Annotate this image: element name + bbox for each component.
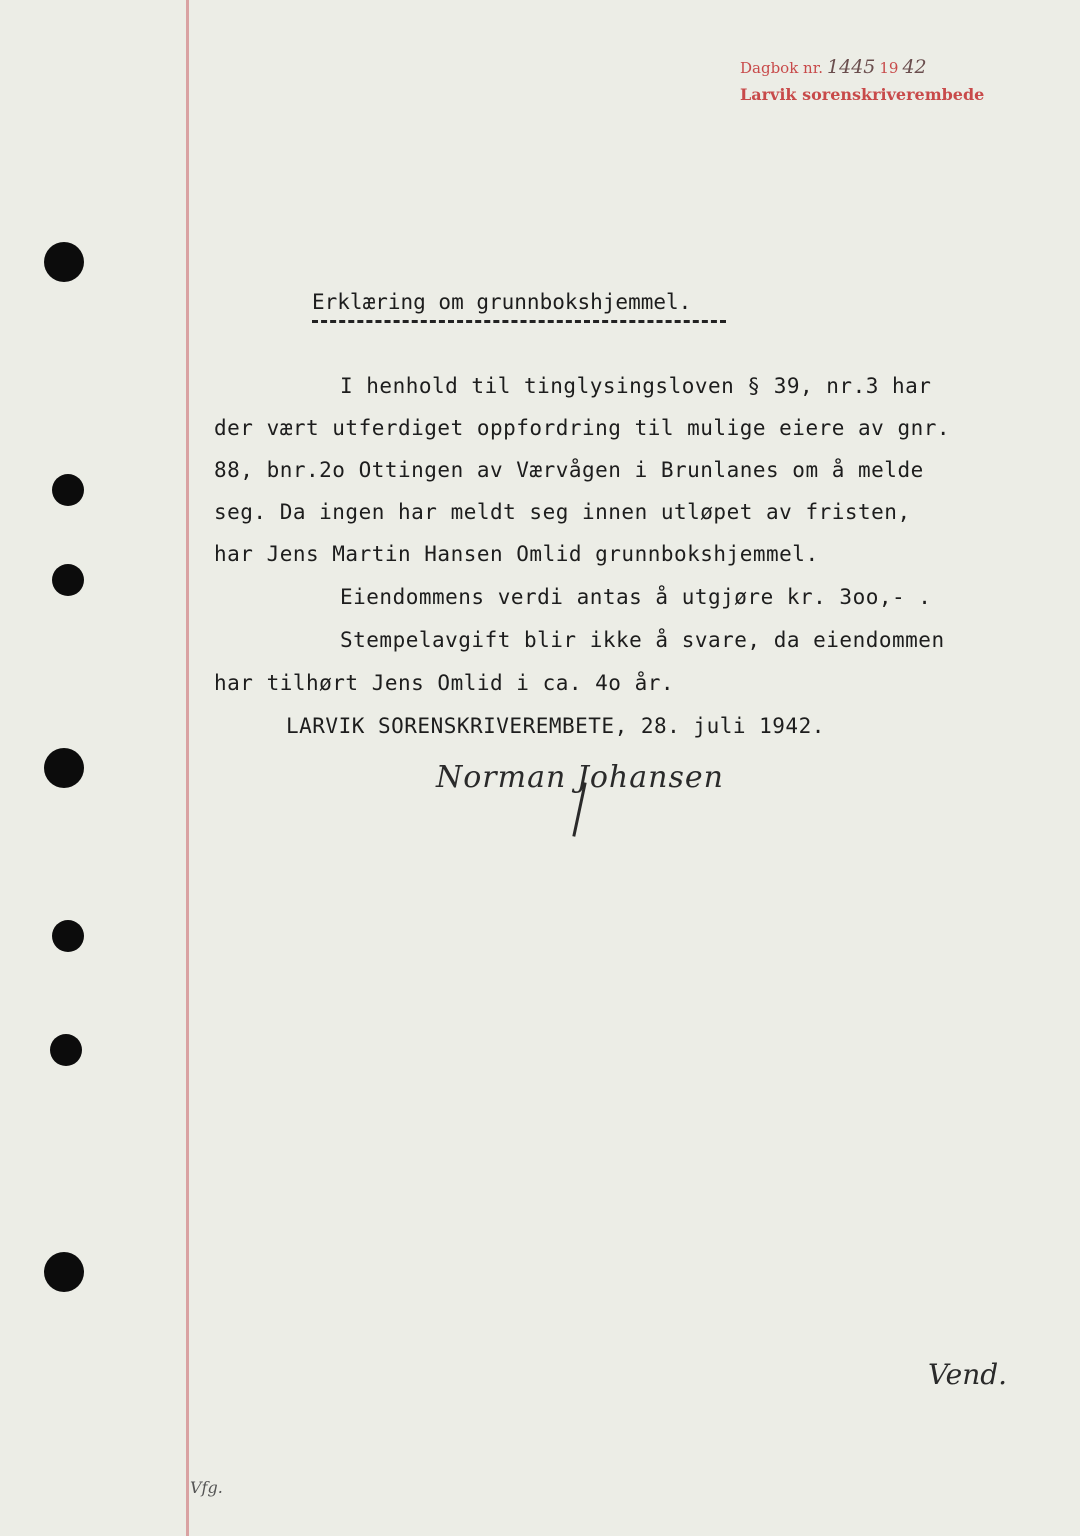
corner-initials: Vfg. (190, 1478, 223, 1497)
body-line: Stempelavgift blir ikke å svare, da eiendommen (340, 628, 945, 652)
journal-stamp (740, 56, 984, 104)
punch-hole (52, 564, 84, 596)
stamp-prefix: Dagbok nr. (740, 59, 824, 77)
handwritten-signature: Norman Johansen (436, 760, 724, 795)
body-line: Eiendommens verdi antas å utgjøre kr. 3oo,- . (340, 585, 932, 609)
title-underline (312, 320, 726, 323)
place-date-line: LARVIK SORENSKRIVEREMBETE, 28. juli 1942. (286, 714, 825, 738)
stamp-number: 1445 (827, 56, 876, 78)
body-line: har Jens Martin Hansen Omlid grunnbokshjemmel. (214, 542, 819, 566)
punch-hole (44, 1252, 84, 1292)
body-line: seg. Da ingen har meldt seg innen utløpet av fristen, (214, 500, 911, 524)
punch-hole (52, 474, 84, 506)
stamp-year-suffix: 42 (902, 56, 927, 78)
punch-hole (50, 1034, 82, 1066)
body-line: har tilhørt Jens Omlid i ca. 4o år. (214, 671, 675, 695)
margin-line (186, 0, 189, 1536)
body-line: I henhold til tinglysingsloven § 39, nr.3 har (340, 374, 932, 398)
body-line: der vært utferdiget oppfordring til mulige eiere av gnr. (214, 416, 951, 440)
stamp-office: Larvik sorenskriverembede (740, 84, 985, 104)
document-title: Erklæring om grunnbokshjemmel. (312, 290, 692, 314)
turn-page-note: Vend. (928, 1358, 1008, 1391)
punch-hole (44, 242, 84, 282)
punch-hole (52, 920, 84, 952)
punch-hole (44, 748, 84, 788)
body-line: 88, bnr.2o Ottingen av Værvågen i Brunlanes om å melde (214, 458, 924, 482)
stamp-year-prefix: 19 (879, 59, 899, 77)
